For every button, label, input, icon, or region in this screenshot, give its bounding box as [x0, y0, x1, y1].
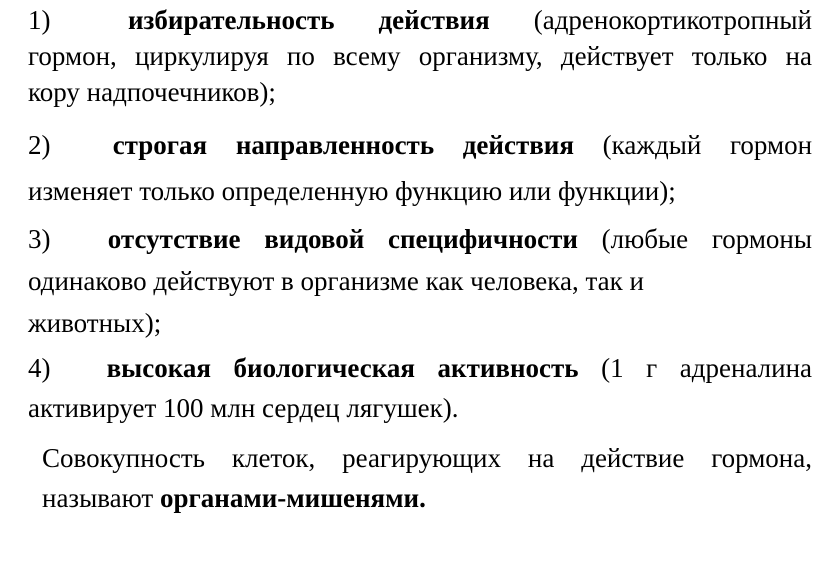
list-item-3 — [28, 218, 812, 344]
list-item-1-term: избирательность действия — [128, 5, 490, 35]
list-item-1-line1-rest: (адренокортикотропный — [533, 5, 813, 35]
conclusion-line-2 — [42, 478, 812, 518]
list-item-2 — [28, 122, 812, 214]
list-item-4-line1-rest: (1 г адреналина — [601, 353, 813, 383]
conclusion-target-organs-term: органами-мишенями. — [159, 483, 426, 513]
conclusion-line-2-prefix: называют — [42, 483, 154, 513]
list-item-3-line-2: одинаково действуют в организме как человека, так и — [28, 266, 644, 296]
list-item-3-line-1 — [28, 218, 812, 260]
list-item-3-term: отсутствие видовой специфичности — [107, 224, 578, 254]
list-item-1 — [28, 2, 812, 110]
list-item-2-line1-rest: (каждый гормон — [602, 130, 813, 160]
conclusion-line-1: Совокупность клеток, реагирующих на действие гормона, — [42, 443, 812, 473]
list-item-2-number: 2) — [28, 130, 51, 160]
list-item-2-term: строгая направленность действия — [112, 130, 574, 160]
list-item-3-line-3: животных); — [28, 308, 162, 338]
list-item-2-line-1 — [28, 122, 812, 168]
conclusion-paragraph — [42, 438, 812, 518]
list-item-2-line-2: изменяет только определенную функцию или функции); — [28, 176, 676, 206]
list-item-4-line-1 — [28, 348, 812, 388]
list-item-4-number: 4) — [28, 353, 51, 383]
list-item-1-line-3: кору надпочечников); — [28, 77, 276, 107]
list-item-1-line-1 — [28, 2, 812, 38]
list-item-1-line-2: гормон, циркулируя по всему организму, действует только на — [28, 41, 812, 71]
list-item-4 — [28, 348, 812, 428]
list-item-4-term: высокая биологическая активность — [106, 353, 579, 383]
list-item-3-line1-rest: (любые гормоны — [601, 224, 813, 254]
list-item-1-number: 1) — [28, 5, 51, 35]
list-item-3-number: 3) — [28, 224, 51, 254]
list-item-4-line-2: активирует 100 млн сердец лягушек). — [28, 393, 459, 423]
